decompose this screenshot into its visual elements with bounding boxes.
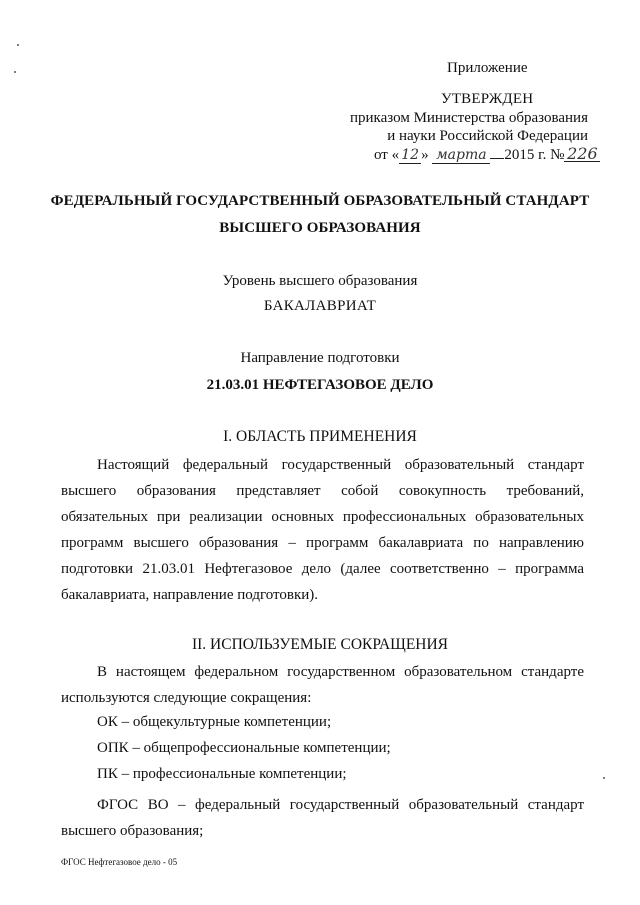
section-1-paragraph: Настоящий федеральный государственный образовательный стандарт высшего образования представляет собой совокупность требований, обязательных при реализации основных профессиональных образовательных программ высшего образования – программ бакалавриата по направлению подготовки 21.03.01 Нефтегазовое дело (далее соответственно – программа бакалавриата, направление подготовки). bbox=[61, 457, 584, 603]
year-text: 2015 г. № bbox=[504, 147, 565, 163]
level-label: Уровень высшего образования bbox=[222, 273, 418, 289]
direction-label: Направление подготовки bbox=[240, 350, 400, 366]
section-2-intro: В настоящем федеральном государственном образовательном стандарте используются следующие сокращения: bbox=[61, 664, 584, 706]
abbreviation-item: ОК – общекультурные компетенции; bbox=[97, 714, 332, 730]
appendix-label: Приложение bbox=[447, 60, 528, 76]
approved-label: УТВЕРЖДЕН bbox=[441, 91, 534, 107]
abbreviation-item: ФГОС ВО – федеральный государственный образовательный стандарт высшего образования; bbox=[61, 797, 584, 839]
date-underline bbox=[490, 146, 504, 159]
scan-speck bbox=[603, 777, 605, 779]
direction-value: 21.03.01 НЕФТЕГАЗОВОЕ ДЕЛО bbox=[206, 377, 434, 393]
document-title-line1: ФЕДЕРАЛЬНЫЙ ГОСУДАРСТВЕННЫЙ ОБРАЗОВАТЕЛЬНЫЙ СТАНДАРТ bbox=[50, 193, 590, 209]
level-value: БАКАЛАВРИАТ bbox=[263, 298, 377, 314]
order-line-1: приказом Министерства образования bbox=[350, 110, 588, 126]
page-footer: ФГОС Нефтегазовое дело - 05 bbox=[61, 857, 178, 867]
date-prefix: от « bbox=[374, 147, 400, 163]
handwritten-month: марта bbox=[432, 148, 490, 164]
order-line-2: и науки Российской Федерации bbox=[387, 128, 588, 144]
handwritten-number: 226 bbox=[564, 146, 600, 162]
order-date bbox=[374, 146, 600, 164]
scan-speck bbox=[17, 44, 19, 46]
section-2-heading: II. ИСПОЛЬЗУЕМЫЕ СОКРАЩЕНИЯ bbox=[191, 636, 449, 653]
date-mid: » bbox=[421, 147, 429, 163]
abbreviation-item: ПК – профессиональные компетенции; bbox=[97, 766, 347, 782]
document-title-line2: ВЫСШЕГО ОБРАЗОВАНИЯ bbox=[219, 220, 421, 236]
section-1-heading: I. ОБЛАСТЬ ПРИМЕНЕНИЯ bbox=[223, 428, 417, 445]
abbreviation-item: ОПК – общепрофессиональные компетенции; bbox=[97, 740, 391, 756]
scan-speck bbox=[14, 71, 16, 73]
handwritten-day: 12 bbox=[399, 148, 421, 164]
